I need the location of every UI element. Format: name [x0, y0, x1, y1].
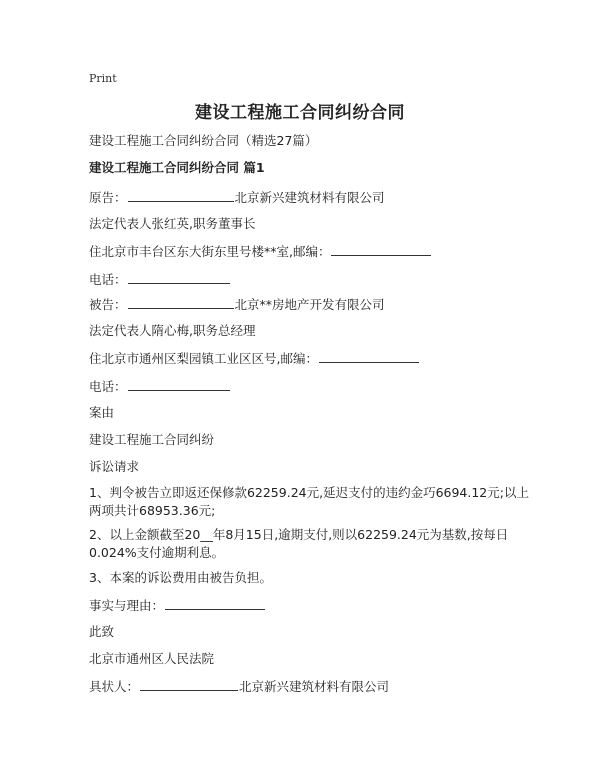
defendant-representative: 法定代表人隋心梅,职务总经理 [89, 323, 256, 338]
facts-label: 事实与理由： [89, 598, 165, 613]
plaintiff-representative: 法定代表人张红英,职务董事长 [89, 216, 256, 231]
claim-item-3: 3、本案的诉讼费用由被告负担。 [89, 570, 272, 585]
claims-label: 诉讼请求 [89, 459, 140, 474]
court-name: 北京市通州区人民法院 [89, 651, 215, 666]
signer-line [89, 678, 389, 695]
defendant-line [89, 296, 385, 313]
plaintiff-phone-line [89, 271, 231, 288]
case-cause: 建设工程施工合同纠纷 [89, 432, 215, 447]
facts-blank [165, 597, 265, 610]
defendant-label: 被告： [89, 297, 127, 312]
plaintiff-address: 住北京市丰台区东大街东里号楼**室,邮编： [89, 244, 331, 259]
defendant-phone-line [89, 378, 231, 395]
signer-blank [140, 678, 238, 691]
section-heading: 建设工程施工合同纠纷合同 篇1 [89, 160, 265, 175]
salutation: 此致 [89, 624, 115, 639]
defendant-blank [128, 296, 234, 309]
defendant-address: 住北京市通州区梨园镇工业区区号,邮编： [89, 351, 318, 366]
document-subtitle: 建设工程施工合同纠纷合同（精选27篇） [89, 133, 318, 148]
defendant-phone-blank [128, 378, 230, 391]
plaintiff-address-line [89, 243, 432, 260]
facts-line [89, 597, 266, 614]
claim-item-2: 2、以上金额截至20__年8月15日,逾期支付,则以62259.24元为基数,按每日0.024%支付逾期利息。 [89, 527, 509, 560]
defendant-postcode-blank [319, 350, 419, 363]
signer-label: 具状人： [89, 679, 140, 694]
plaintiff-label: 原告： [89, 190, 127, 205]
signer-name: 北京新兴建筑材料有限公司 [239, 679, 390, 694]
defendant-address-line [89, 350, 420, 367]
document-title: 建设工程施工合同纠纷合同 [195, 103, 405, 123]
print-label[interactable]: Print [89, 72, 117, 85]
plaintiff-blank [128, 189, 234, 202]
claim-item-1: 1、判令被告立即返还保修款62259.24元,延迟支付的违约金巧6694.12元;以上两项共计68953.36元; [89, 485, 529, 518]
plaintiff-postcode-blank [331, 243, 431, 256]
defendant-name: 北京**房地产开发有限公司 [234, 297, 385, 312]
plaintiff-phone-blank [128, 271, 230, 284]
plaintiff-line [89, 189, 385, 206]
defendant-phone-label: 电话： [89, 379, 127, 394]
case-cause-label: 案由 [89, 405, 115, 420]
plaintiff-name: 北京新兴建筑材料有限公司 [234, 190, 385, 205]
plaintiff-phone-label: 电话： [89, 272, 127, 287]
